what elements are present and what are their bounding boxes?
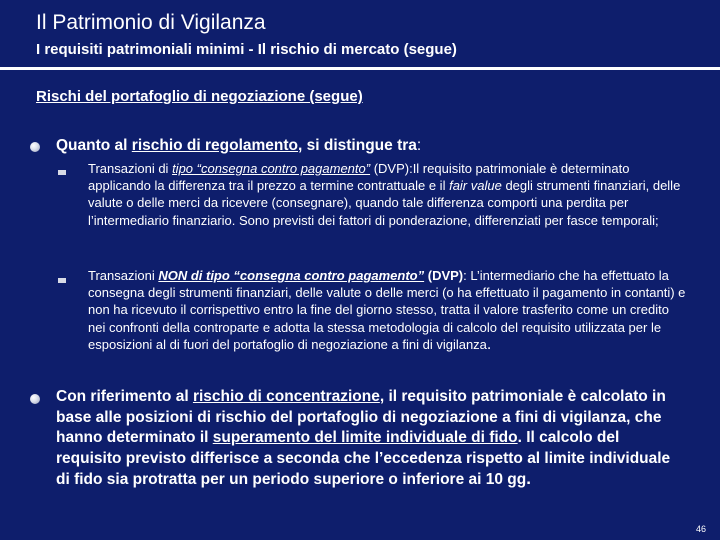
page-number: 46	[695, 524, 706, 534]
term-settlement-risk: rischio di regolamento	[131, 137, 299, 154]
page-title: Il Patrimonio di Vigilanza	[36, 11, 266, 34]
text-span: Con riferimento al	[56, 388, 193, 405]
bullet-concentration-risk	[56, 387, 688, 491]
text-span: : L’intermediario che ha effettuato la consegna degli strumenti finanziari, delle valute o delle merci (o ha effettuato il pagamento in contanti) e non ha ricevuto il corrispettivo entro la fine del giorno stesso, tratta il valore trasferito come un credito nei confronti della controparte e adotta la stessa metodologia di calcolo del requisito utilizzata per le esposizioni al di fuori del portafoglio di negoziazione a fini di vigilanza	[88, 268, 686, 352]
text-span: .	[486, 335, 492, 353]
sub-bullet-icon	[58, 278, 66, 283]
bullet-settlement-risk	[56, 136, 676, 156]
text-span: Transazioni	[88, 268, 159, 283]
term-fair-value: fair value	[449, 178, 502, 194]
text-span: :	[416, 137, 422, 154]
text-span: .	[526, 469, 531, 488]
page-subtitle: I requisiti patrimoniali minimi - Il rischio di mercato (segue)	[36, 41, 457, 58]
term-concentration-risk: rischio di concentrazione	[192, 388, 380, 405]
text-span: (DVP)	[370, 161, 410, 176]
text-span: , il requisito patrimoniale è calcolato in base alle posizioni di rischio del portafoglio di negoziazione a fini di vigilanza, che hanno determinato il	[56, 388, 666, 446]
bullet-icon	[30, 142, 40, 152]
term-non-dvp: NON di tipo “consegna contro pagamento”	[158, 268, 425, 283]
bullet-icon	[30, 394, 40, 404]
header-divider	[0, 67, 720, 70]
sub-bullet-non-dvp	[88, 267, 688, 353]
term-individual-limit: superamento del limite individuale di fido	[212, 429, 518, 446]
text-span: Transazioni di	[88, 161, 173, 176]
text-span: (DVP)	[424, 268, 464, 283]
text-span: . Il calcolo del requisito previsto differisce a seconda che l’eccedenza rispetto al limite individuale di fido sia protratta per un periodo superiore o inferiore ai 10 gg	[56, 429, 671, 488]
text-span: , si distingue tra	[298, 137, 417, 154]
sub-bullet-dvp	[88, 160, 688, 229]
text-span: degli strumenti finanziari, delle valute o delle merci da ricevere (consegnare), quando tale differenza comporti una perdita per l’intermediario finanziario. Sono previsti dei fattori di ponderazione, differenziati per fasce temporali;	[88, 178, 681, 228]
sub-bullet-icon	[58, 170, 66, 175]
term-dvp: tipo “consegna contro pagamento”	[172, 161, 371, 176]
section-heading: Rischi del portafoglio di negoziazione (segue)	[36, 88, 363, 105]
text-span: :Il requisito patrimoniale è determinato applicando la differenza tra il prezzo a termine contrattuale e il	[88, 161, 630, 194]
text-span: Quanto al	[56, 137, 132, 154]
